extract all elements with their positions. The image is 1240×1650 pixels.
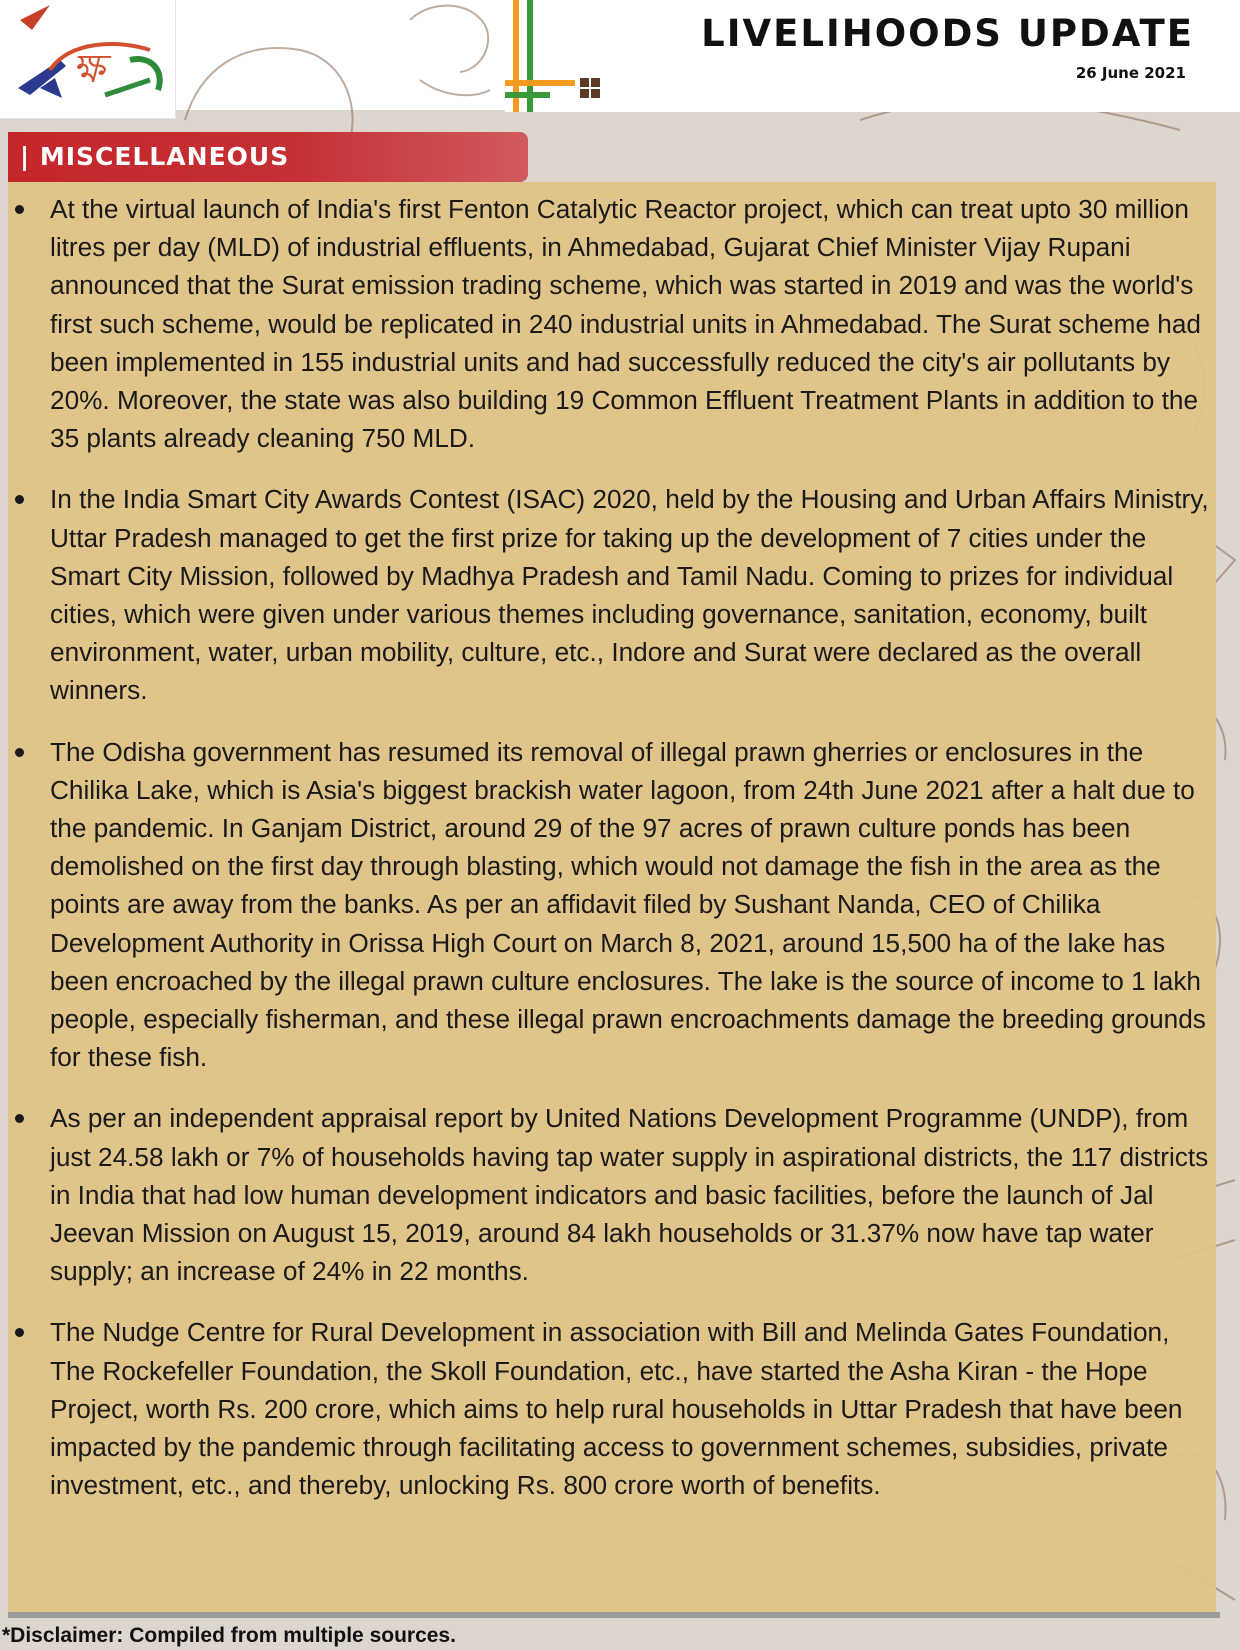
section-header xyxy=(8,132,528,182)
livelihoods-emblem-icon xyxy=(505,0,605,112)
news-item-text: The Nudge Centre for Rural Development in association with Bill and Melinda Gates Foundation, The Rockefeller Foundation, the Skoll Foundation, etc., have started the Asha Kiran - the Hope Project, worth Rs. 200 crore, which aims to help rural households in Uttar Pradesh that have been impacted by the pandemic through facilitating access to government schemes, subsidies, private investment, etc., and thereby, unlocking Rs. 800 crore worth of benefits. xyxy=(50,1317,1183,1501)
content-panel-shadow xyxy=(8,1612,1220,1618)
news-item xyxy=(0,1099,1240,1290)
bullet-icon xyxy=(15,205,24,214)
bullet-icon xyxy=(15,748,24,757)
header-banner xyxy=(505,0,1240,112)
bullet-icon xyxy=(15,1328,24,1337)
news-item-text: As per an independent appraisal report by United Nations Development Programme (UNDP), from just 24.58 lakh or 7% of households having tap water supply in aspirational districts, the 117 districts in India that had low human development indicators and basic facilities, before the launch of Jal Jeevan Mission on August 15, 2019, around 84 lakh households or 31.37% now have tap water supply; an increase of 24% in 22 months. xyxy=(50,1103,1209,1287)
news-item-text: In the India Smart City Awards Contest (ISAC) 2020, held by the Housing and Urban Affairs Ministry, Uttar Pradesh managed to get the first prize for taking up the development of 7 cities under the Smart City Mission, followed by Madhya Pradesh and Tamil Nadu. Coming to prizes for individual cities, which were given under various themes including governance, sanitation, economy, built environment, water, urban mobility, culture, etc., Indore and Surat were declared as the overall winners. xyxy=(50,484,1209,706)
news-list xyxy=(0,190,1240,1528)
section-title: | MISCELLANEOUS xyxy=(20,142,290,171)
news-item xyxy=(0,480,1240,709)
akshara-logo-mark xyxy=(0,0,175,118)
news-item-text: At the virtual launch of India's first Fenton Catalytic Reactor project, which can treat upto 30 million litres per day (MLD) of industrial effluents, in Ahmedabad, Gujarat Chief Minister Vijay Rupani announced that the Surat emission trading scheme, which was started in 2019 and was the world's first such scheme, would be replicated in 240 industrial units in Ahmedabad. The Surat scheme had been implemented in 155 industrial units and had successfully reduced the city's air pollutants by 20%. Moreover, the state was also building 19 Common Effluent Treatment Plants in addition to the 35 plants already cleaning 750 MLD. xyxy=(50,194,1201,454)
publication-title: LIVELIHOODS UPDATE xyxy=(701,12,1194,55)
news-item xyxy=(0,190,1240,457)
bullet-icon xyxy=(15,1114,24,1123)
publication-date: 26 June 2021 xyxy=(1075,64,1186,82)
news-item xyxy=(0,733,1240,1077)
news-item-text: The Odisha government has resumed its removal of illegal prawn gherries or enclosures in the Chilika Lake, which is Asia's biggest brackish water lagoon, from 24th June 2021 after a halt due to the pandemic. In Ganjam District, around 29 of the 97 acres of prawn culture ponds has been demolished on the first day through blasting, which would not damage the fish in the area as the points are away from the banks. As per an affidavit filed by Sushant Nanda, CEO of Chilika Development Authority in Orissa High Court on March 8, 2021, around 15,500 ha of the lake has been encroached by the illegal prawn culture enclosures. The lake is the source of income to 1 lakh people, especially fisherman, and these illegal prawn encroachments damage the breeding grounds for these fish. xyxy=(50,736,1206,1073)
disclaimer: *Disclaimer: Compiled from multiple sources. xyxy=(2,1624,456,1647)
bullet-icon xyxy=(15,495,24,504)
news-item xyxy=(0,1313,1240,1504)
svg-text:ক্ষ: ক্ষ xyxy=(72,46,105,92)
akshara-logo xyxy=(0,0,176,119)
